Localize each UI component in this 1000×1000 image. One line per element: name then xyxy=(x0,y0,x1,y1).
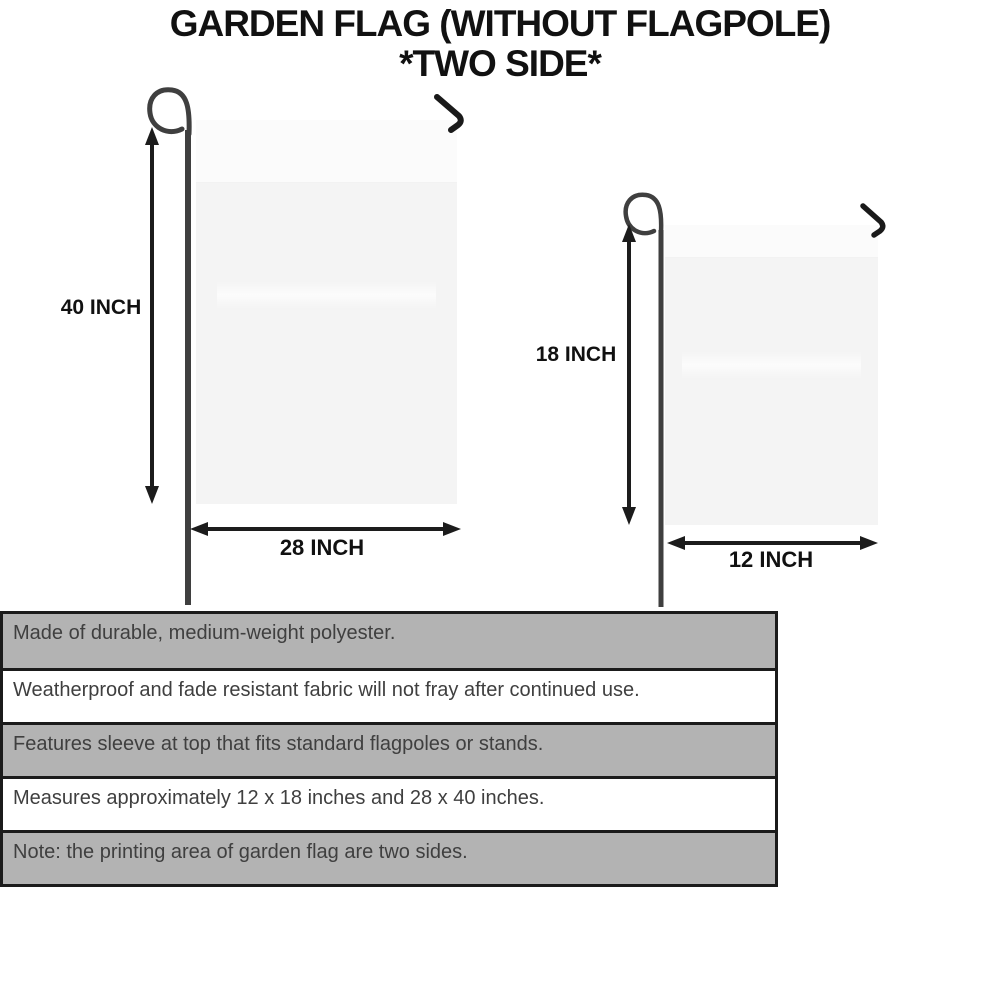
width-arrow-icon-large xyxy=(190,522,461,536)
flagpole-loop-icon xyxy=(626,195,662,233)
feature-text: Note: the printing area of garden flag are two sides. xyxy=(13,841,468,863)
feature-row-polyester xyxy=(3,614,775,668)
feature-row-weatherproof xyxy=(3,668,775,722)
page-title xyxy=(0,4,1000,84)
large-flag-width-label: 28 INCH xyxy=(279,535,365,560)
feature-text: Measures approximately 12 x 18 inches and 28 x 40 inches. xyxy=(13,787,545,809)
hook-icon xyxy=(437,97,461,130)
feature-text: Weatherproof and fade resistant fabric will not fray after continued use. xyxy=(13,679,640,701)
height-arrow-icon-small xyxy=(622,224,636,525)
large-flag-height-label: 40 INCH xyxy=(60,296,142,319)
small-flag-width-label: 12 INCH xyxy=(728,547,814,572)
flagpole-loop-icon xyxy=(150,90,189,134)
page-title-line-2: *TWO SIDE* xyxy=(399,43,601,84)
feature-table xyxy=(0,611,778,887)
page-title-line-1: GARDEN FLAG (WITHOUT FLAGPOLE) xyxy=(169,3,831,44)
small-flag-height-label: 18 INCH xyxy=(535,343,617,366)
hook-icon xyxy=(863,206,883,235)
feature-row-measures xyxy=(3,776,775,830)
height-arrow-icon-large xyxy=(145,127,159,504)
feature-row-note xyxy=(3,830,775,884)
feature-row-sleeve xyxy=(3,722,775,776)
feature-text: Made of durable, medium-weight polyester. xyxy=(13,622,396,644)
feature-text: Features sleeve at top that fits standard flagpoles or stands. xyxy=(13,733,544,755)
